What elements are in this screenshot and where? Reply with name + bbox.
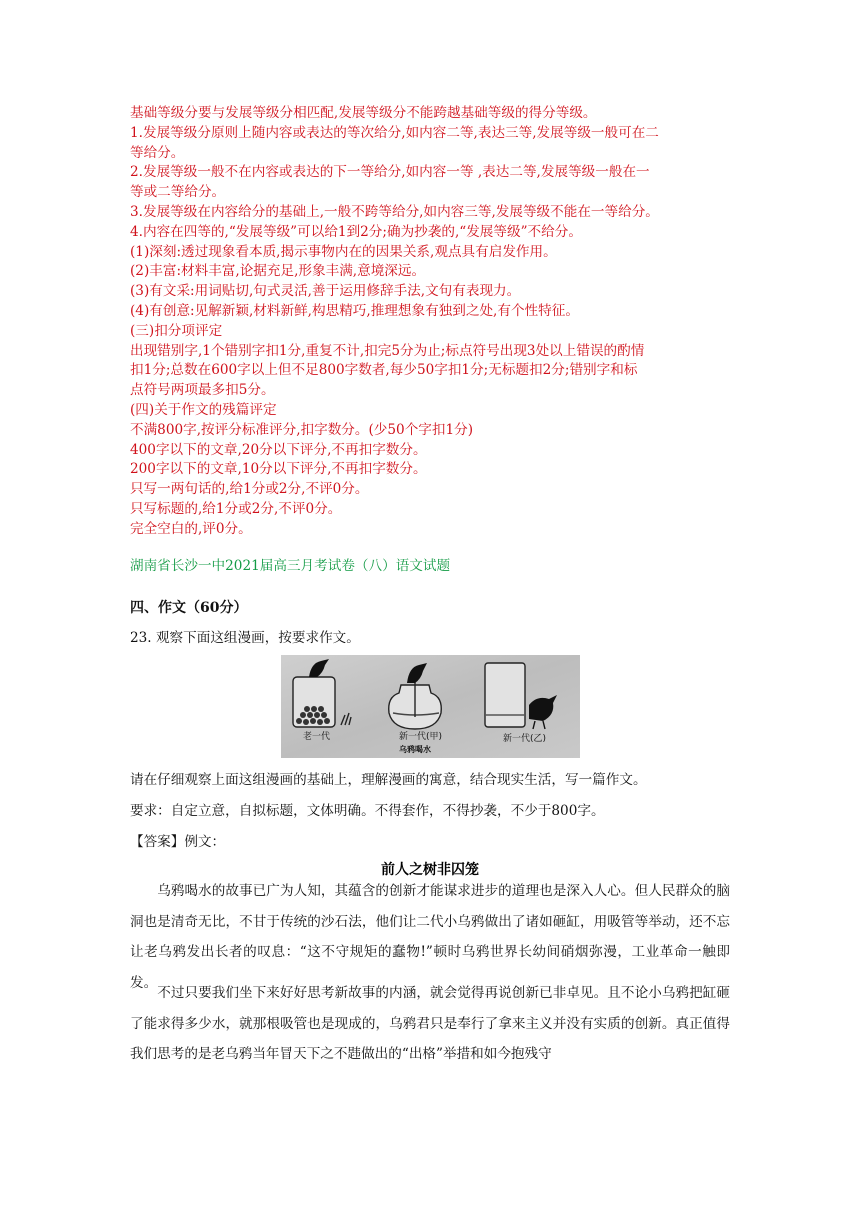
criteria-line: (3)有文采:用词贴切,句式灵活,善于运用修辞手法,文句有表现力。	[130, 283, 521, 300]
section-heading: 四、作文（60分）	[130, 600, 248, 616]
writing-requirement: 要求：自定立意，自拟标题，文体明确。不得套作，不得抄袭，不少于800字。	[130, 803, 605, 819]
criteria-line: (1)深刻:透过现象看本质,揭示事物内在的因果关系,观点具有启发作用。	[130, 243, 557, 260]
criteria-line: 400字以下的文章,20分以下评分,不再扣字数分。	[130, 441, 427, 458]
criteria-line: 完全空白的,评0分。	[130, 520, 252, 537]
criteria-line: (2)丰富:材料丰富,论据充足,形象丰满,意境深远。	[130, 263, 426, 280]
essay-title: 前人之树非囚笼	[381, 862, 479, 878]
source-title: 湖南省长沙一中2021届高三月考试卷（八）语文试题	[130, 558, 451, 574]
cartoon-label-3: 新一代(乙)	[503, 734, 547, 744]
criteria-line: 等给分。	[130, 144, 185, 161]
cartoon-caption: 乌鸦喝水	[399, 745, 431, 754]
criteria-line: 点符号两项最多扣5分。	[130, 382, 275, 399]
criteria-line: 不满800字,按评分标准评分,扣字数分。(少50个字扣1分)	[130, 421, 474, 438]
answer-label: 【答案】例文：	[130, 834, 226, 850]
criteria-line: 只写标题的,给1分或2分,不评0分。	[130, 500, 342, 517]
cartoon-label-2: 新一代(甲)	[399, 732, 443, 742]
criteria-line: 扣1分;总数在600字以上但不足800字数者,每少50字扣1分;无标题扣2分;错别字和标	[130, 362, 638, 379]
criteria-line: (四)关于作文的残篇评定	[130, 401, 277, 418]
criteria-line: 基础等级分要与发展等级分相匹配,发展等级分不能跨越基础等级的得分等级。	[130, 105, 597, 121]
essay-paragraph: 乌鸦喝水的故事已广为人知，其蕴含的创新才能谋求进步的道理也是深入人心。但人民群众的脑洞也是清奇无比，不甘于传统的沙石法，他们让二代小乌鸦做出了诸如砸缸，用吸管等举动，还不忘让老乌鸦发出长者的叹息：“这不守规矩的蠢物!”顿时乌鸦世界长幼间硝烟弥漫，工业革命一触即发。	[130, 883, 730, 991]
cartoon-label-1: 老一代	[303, 732, 331, 742]
criteria-line: 2.发展等级一般不在内容或表达的下一等给分,如内容一等 ,表达二等,发展等级一般在一	[130, 164, 650, 181]
criteria-line: (三)扣分项评定	[130, 322, 223, 339]
criteria-line: 200字以下的文章,10分以下评分,不再扣字数分。	[130, 461, 427, 478]
criteria-line: 3.发展等级在内容给分的基础上,一般不跨等给分,如内容三等,发展等级不能在一等给分。	[130, 203, 659, 220]
criteria-line: 出现错别字,1个错别字扣1分,重复不计,扣完5分为止;标点符号出现3处以上错误的酌情	[130, 342, 645, 359]
criteria-line: 等或二等给分。	[130, 184, 226, 201]
question-prompt: 23. 观察下面这组漫画，按要求作文。	[130, 630, 360, 646]
crow-drinking-cartoon	[281, 655, 580, 758]
writing-instruction: 请在仔细观察上面这组漫画的基础上，理解漫画的寓意，结合现实生活，写一篇作文。	[130, 772, 647, 788]
essay-paragraph: 不过只要我们坐下来好好思考新故事的内涵，就会觉得再说创新已非卓见。且不论小乌鸦把缸砸了能求得多少水，就那根吸管也是现成的，乌鸦君只是奉行了拿来主义并没有实质的创新。真正值得我们思考的是老乌鸦当年冒天下之不韪做出的“出格”举措和如今抱残守	[130, 985, 730, 1062]
criteria-line: 1.发展等级分原则上随内容或表达的等次给分,如内容二等,表达三等,发展等级一般可在二	[130, 124, 659, 141]
criteria-line: (4)有创意:见解新颖,材料新鲜,构思精巧,推理想象有独到之处,有个性特征。	[130, 302, 579, 319]
criteria-line: 只写一两句话的,给1分或2分,不评0分。	[130, 481, 369, 498]
criteria-line: 4.内容在四等的,“发展等级”可以给1到2分;确为抄袭的,“发展等级”不给分。	[130, 223, 582, 240]
scoring-criteria	[130, 104, 735, 540]
